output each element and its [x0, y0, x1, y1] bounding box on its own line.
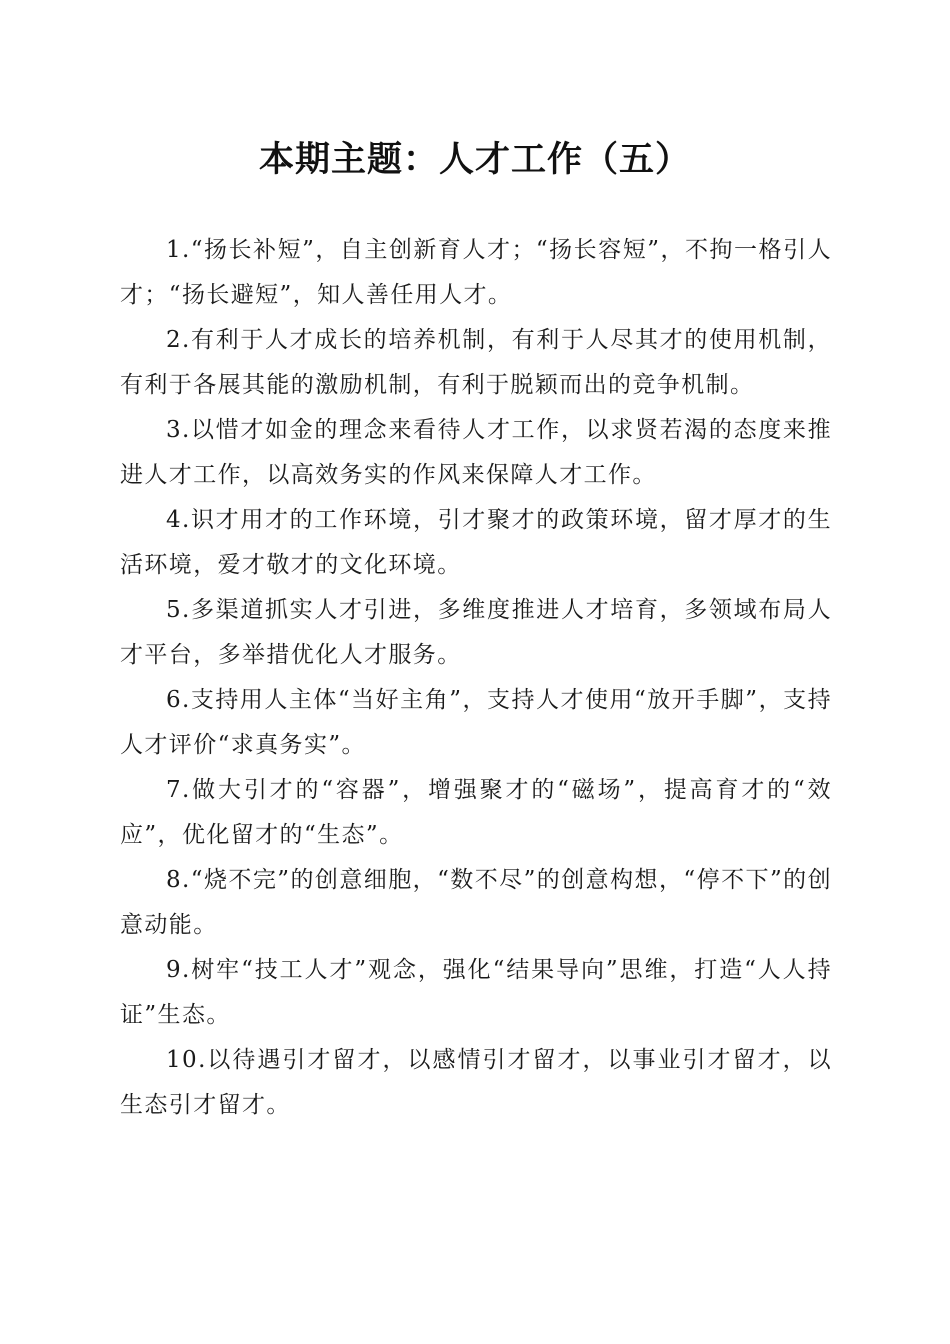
list-item-5: 5.多渠道抓实人才引进，多维度推进人才培育，多领域布局人才平台，多举措优化人才服务。 — [120, 597, 832, 668]
list-item-7: 7.做大引才的“容器”，增强聚才的“磁场”，提高育才的“效应”，优化留才的“生态”。 — [120, 777, 832, 848]
list-item-6: 6.支持用人主体“当好主角”，支持人才使用“放开手脚”，支持人才评价“求真务实”。 — [120, 687, 832, 758]
document-body — [120, 228, 832, 1128]
list-item-4: 4.识才用才的工作环境，引才聚才的政策环境，留才厚才的生活环境，爱才敬才的文化环境。 — [120, 507, 832, 578]
list-item-9: 9.树牢“技工人才”观念，强化“结果导向”思维，打造“人人持证”生态。 — [120, 957, 832, 1028]
page-title: 本期主题：人才工作（五） — [258, 139, 691, 180]
list-item-1: 1.“扬长补短”，自主创新育人才；“扬长容短”，不拘一格引人才；“扬长避短”，知人善任用人才。 — [120, 237, 832, 308]
list-item-3: 3.以惜才如金的理念来看待人才工作，以求贤若渴的态度来推进人才工作，以高效务实的作风来保障人才工作。 — [120, 417, 832, 488]
list-item-10: 10.以待遇引才留才，以感情引才留才，以事业引才留才，以生态引才留才。 — [120, 1047, 832, 1118]
list-item-2: 2.有利于人才成长的培养机制，有利于人尽其才的使用机制，有利于各展其能的激励机制，有利于脱颖而出的竞争机制。 — [120, 327, 832, 398]
list-item-8: 8.“烧不完”的创意细胞，“数不尽”的创意构想，“停不下”的创意动能。 — [120, 867, 832, 938]
